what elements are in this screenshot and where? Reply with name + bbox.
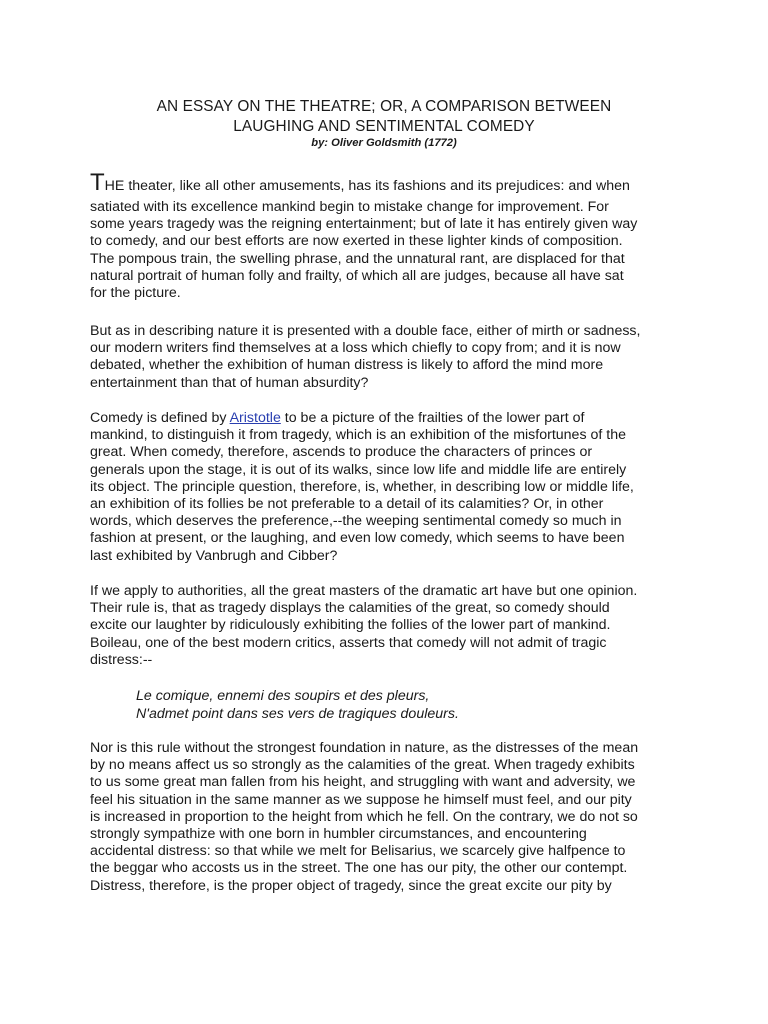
paragraph-3-line: an exhibition of its follies be not preferable to a detail of its calamities? Or, in other [90,496,604,513]
paragraph-5-line: is increased in proportion to the height from which he fell. On the contrary, we do not so [90,808,638,825]
paragraph-5-line: accidental distress: so that while we melt for Belisarius, we scarcely give halfpence to [90,843,626,860]
paragraph-4-line: excite our laughter by ridiculously exhibiting the follies of the lower part of mankind. [90,617,611,634]
paragraph-1-line: for the picture. [90,285,181,302]
paragraph-5-line: Nor is this rule without the strongest foundation in nature, as the distresses of the mean [90,740,639,756]
paragraph-2-line: But as in describing nature it is presented with a double face, either of mirth or sadness, [90,323,641,339]
drop-cap: T [90,169,105,196]
paragraph-1-line: some years tragedy was the reigning entertainment; but of late it has entirely given way [90,216,638,233]
paragraph-2-line: entertainment than that of human absurdity? [90,374,369,391]
paragraph-4 [90,583,710,669]
paragraph-3-line: its object. The principle question, therefore, is, whether, in describing low or middle life, [90,478,634,495]
paragraph-5 [90,740,710,895]
paragraph-1-line: natural portrait of human folly and frailty, of which all are judges, because all have sat [90,267,624,284]
essay-title-line-1: AN ESSAY ON THE THEATRE; OR, A COMPARISON BETWEEN [156,98,612,115]
paragraph-1-line: THE theater, like all other amusements, has its fashions and its prejudices: and when [90,169,630,196]
paragraph-3-line: last exhibited by Vanbrugh and Cibber? [90,547,338,564]
paragraph-4-line: Their rule is, that as tragedy displays the calamities of the great, so comedy should [90,600,610,617]
aristotle-link[interactable]: Aristotle [229,410,281,426]
paragraph-5-line: feel his situation in the same manner as we suppose he himself must feel, and our pity [90,791,632,808]
paragraph-3-line: words, which deserves the preference,--the weeping sentimental comedy so much in [90,513,622,530]
paragraph-4-line: Boileau, one of the best modern critics, asserts that comedy will not admit of tragic [90,634,607,651]
paragraph-4-line: distress:-- [90,651,153,668]
quotation-line: Le comique, ennemi des soupirs et des pleurs, [136,688,430,704]
paragraph-5-line: to us some great man fallen from his height, and struggling with want and adversity, we [90,774,636,791]
paragraph-3-line: great. When comedy, therefore, ascends to produce the characters of princes or [90,444,593,461]
paragraph-1-line: The pompous train, the swelling phrase, and the unnatural rant, are displaced for that [90,250,625,267]
paragraph-5-line: Distress, therefore, is the proper object of tragedy, since the great excite our pity by [90,877,612,894]
french-quotation [136,687,459,723]
paragraph-1-line: satiated with its excellence mankind begin to mistake change for improvement. For [90,199,609,215]
quotation-line: N'admet point dans ses vers de tragiques douleurs. [136,706,459,722]
paragraph-2-line: our modern writers find themselves at a loss which chiefly to copy from; and it is now [90,340,621,357]
paragraph-1 [90,169,710,302]
paragraph-3-line: generals upon the stage, it is out of its walks, since low life and middle life are entirely [90,461,627,478]
paragraph-2-line: debated, whether the exhibition of human distress is likely to afford the mind more [90,357,604,374]
paragraph-2 [90,323,710,392]
paragraph-5-line: by no means affect us so strongly as the calamities of the great. When tragedy exhibits [90,757,635,774]
paragraph-5-line: the beggar who accosts us in the street. The one has our pity, the other our contempt. [90,860,628,877]
paragraph-3 [90,410,710,565]
essay-byline: by: Oliver Goldsmith (1772) [311,137,457,149]
paragraph-3-line: Comedy is defined by Aristotle to be a picture of the frailties of the lower part of [90,410,585,426]
paragraph-5-line: strongly sympathize with one born in humbler circumstances, and encountering [90,826,587,843]
paragraph-3-line: mankind, to distinguish it from tragedy, which is an exhibition of the misfortunes of the [90,427,626,444]
paragraph-3-line: fashion at present, or the laughing, and even low comedy, which seems to have been [90,530,625,547]
essay-title-line-2: LAUGHING AND SENTIMENTAL COMEDY [233,118,535,135]
paragraph-1-line: to comedy, and our best efforts are now exerted in these lighter kinds of composition. [90,233,623,250]
paragraph-4-line: If we apply to authorities, all the great masters of the dramatic art have but one opinion. [90,583,638,599]
